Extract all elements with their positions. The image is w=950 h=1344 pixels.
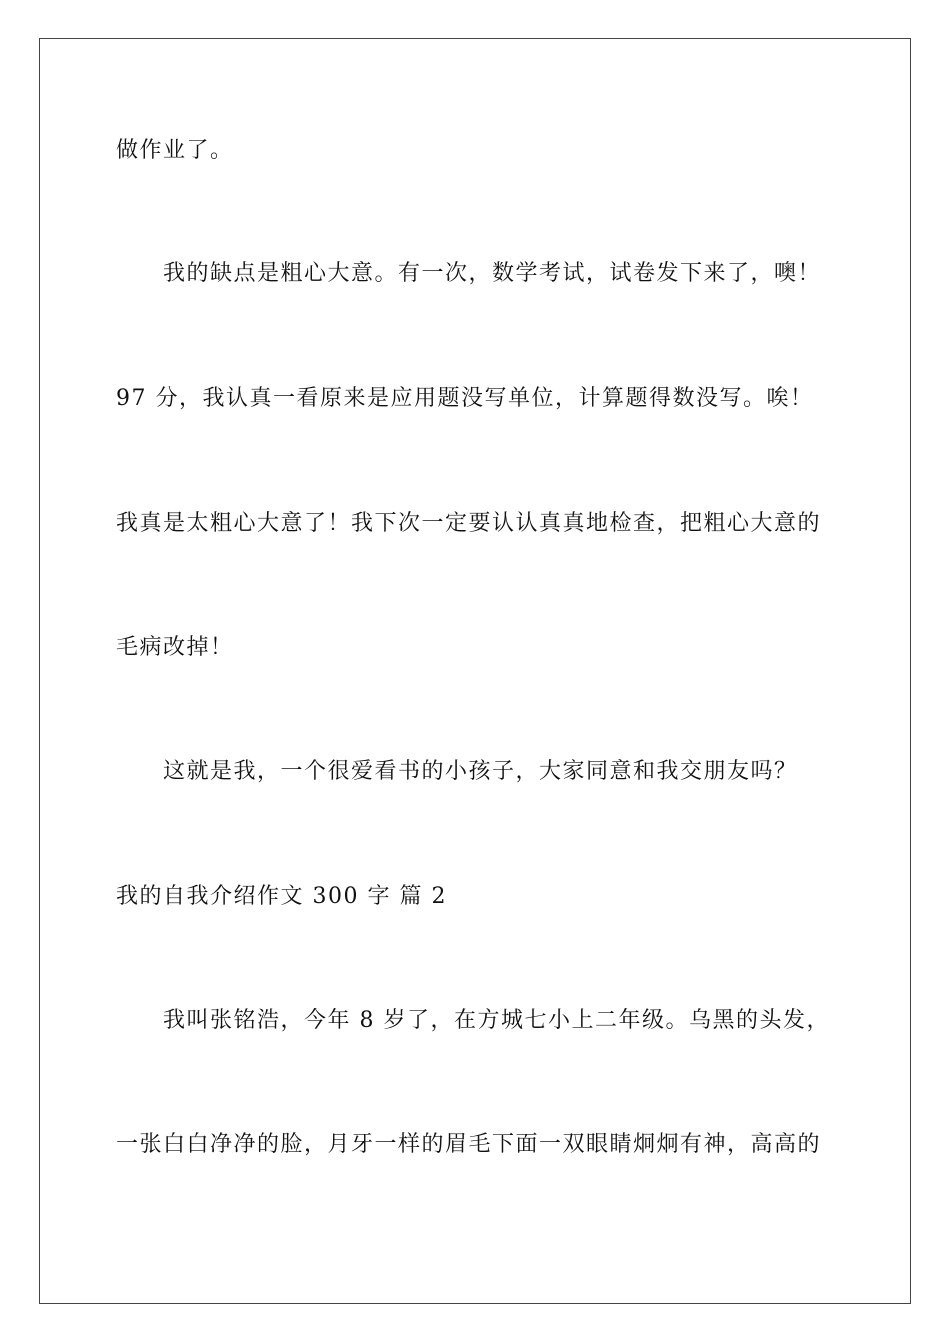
- text-line-5: 毛病改掉！: [116, 635, 234, 660]
- text-line-2: 我的缺点是粗心大意。有一次，数学考试，试卷发下来了，噢！: [163, 261, 822, 286]
- text-line-9: 一张白白净净的脸，月牙一样的眉毛下面一双眼睛炯炯有神，高高的: [116, 1132, 822, 1157]
- text-line-4: 我真是太粗心大意了！我下次一定要认认真真地检查，把粗心大意的: [116, 511, 822, 536]
- page-border: [39, 38, 911, 1304]
- text-line-3: 97 分，我认真一看原来是应用题没写单位，计算题得数没写。唉！: [116, 386, 814, 411]
- text-line-1: 做作业了。: [116, 138, 234, 163]
- text-line-6: 这就是我，一个很爱看书的小孩子，大家同意和我交朋友吗？: [163, 759, 798, 784]
- section-heading: 我的自我介绍作文 300 字 篇 2: [116, 884, 447, 909]
- text-line-8: 我叫张铭浩，今年 8 岁了，在方城七小上二年级。乌黑的头发，: [163, 1008, 830, 1033]
